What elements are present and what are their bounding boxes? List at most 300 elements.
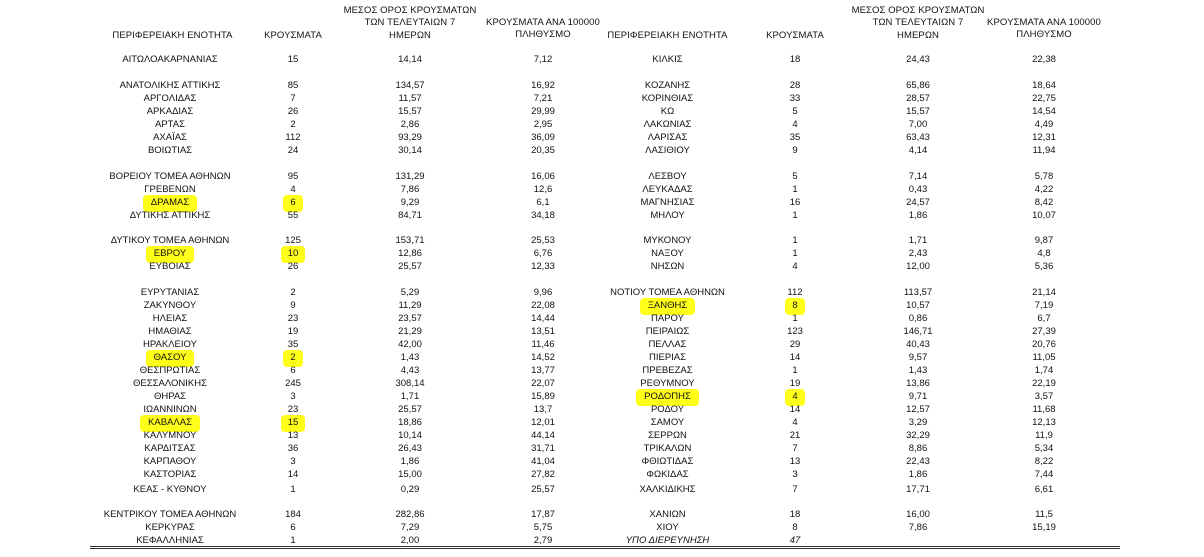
left-per100k-text: 12,01	[531, 417, 555, 428]
left-row-28-region	[85, 469, 255, 481]
right-row-3-cases	[745, 106, 845, 118]
right-row-2-avg7	[858, 93, 978, 105]
right-row-19-avg7	[858, 352, 978, 364]
right-row-16-cases	[745, 313, 845, 325]
left-avg7-text: 131,29	[395, 171, 425, 182]
left-per100k-text: 15,89	[531, 391, 555, 402]
left-row-24-cases	[243, 415, 343, 427]
right-cases-text: 28	[789, 80, 801, 91]
left-row-25-region	[85, 430, 255, 442]
left-per100k-text: 25,57	[531, 484, 555, 495]
right-row-25-avg7	[858, 430, 978, 442]
left-row-0-avg7	[350, 54, 470, 66]
right-row-24-region	[580, 417, 755, 429]
left-avg7-text: 93,29	[398, 132, 422, 143]
right-per100k-text: 8,42	[1034, 197, 1054, 208]
left-row-16-avg7	[350, 313, 470, 325]
right-per100k-text: 11,68	[1032, 404, 1056, 415]
left-avg7-text: 10,14	[398, 430, 422, 441]
right-row-1-region	[580, 80, 755, 92]
right-row-22-cases	[745, 389, 845, 401]
left-per100k-text: 29,99	[531, 106, 555, 117]
right-region-text: ΜΗΛΟΥ	[650, 210, 685, 221]
right-avg7-text: 10,57	[906, 300, 930, 311]
header-region-right: ΠΕΡΙΦΕΡΕΙΑΚΗ ΕΝΟΤΗΤΑ	[607, 30, 728, 41]
right-per100k-text: 5,78	[1034, 171, 1054, 182]
right-per100k-text: 5,36	[1034, 261, 1054, 272]
right-cases-text: 47	[789, 535, 801, 546]
left-row-2-avg7	[350, 93, 470, 105]
right-avg7-text: 28,57	[906, 93, 930, 104]
left-region-text: ΒΟΙΩΤΙΑΣ	[147, 145, 193, 156]
left-per100k-text: 16,06	[531, 171, 555, 182]
left-row-29-cases	[243, 484, 343, 496]
bottom-rule-left-2	[90, 548, 600, 549]
right-per100k-text: 22,19	[1032, 378, 1056, 389]
left-cases-text: 19	[287, 326, 299, 337]
right-avg7-text: 9,57	[908, 352, 928, 363]
left-cases-text: 7	[290, 93, 296, 104]
right-row-21-per100k	[984, 378, 1104, 390]
left-row-21-cases	[243, 378, 343, 390]
right-cases-text: 5	[792, 171, 798, 182]
left-region-text: ΑΙΤΩΛΟΑΚΑΡΝΑΝΙΑΣ	[122, 54, 218, 65]
right-row-21-avg7	[858, 378, 978, 390]
right-row-15-region	[580, 298, 755, 310]
left-cases-text: 6	[290, 365, 296, 376]
left-row-8-avg7	[350, 184, 470, 196]
right-row-29-region	[580, 484, 755, 496]
left-avg7-text: 4,43	[400, 365, 420, 376]
left-per100k-text: 14,44	[531, 313, 555, 324]
left-cases-text: 245	[285, 378, 301, 389]
right-per100k-text: 18,64	[1032, 80, 1056, 91]
left-row-0-region	[85, 54, 255, 66]
left-row-29-avg7	[350, 484, 470, 496]
left-region-text: ΕΥΡΥΤΑΝΙΑΣ	[140, 287, 200, 298]
right-avg7-text: 146,71	[903, 326, 933, 337]
right-per100k-text: 6,61	[1034, 484, 1054, 495]
right-per100k-text: 4,8	[1037, 248, 1051, 259]
left-row-20-region	[85, 365, 255, 377]
right-per100k-text: 8,22	[1034, 456, 1054, 467]
left-cases-text: 1	[290, 535, 296, 546]
right-row-13-avg7	[858, 261, 978, 273]
right-row-11-region	[580, 235, 755, 247]
left-cases-text: 9	[290, 300, 296, 311]
right-row-8-avg7	[858, 184, 978, 196]
right-row-0-region	[580, 54, 755, 66]
right-avg7-text: 13,86	[906, 378, 930, 389]
left-row-31-region	[85, 522, 255, 534]
right-avg7-text: 0,43	[908, 184, 928, 195]
right-row-6-per100k	[984, 145, 1104, 157]
left-row-10-region	[85, 210, 255, 222]
right-row-4-per100k	[984, 119, 1104, 131]
left-region-text: ΕΒΡΟΥ	[146, 246, 194, 263]
left-per100k-text: 9,96	[533, 287, 553, 298]
left-per100k-text: 27,82	[531, 469, 555, 480]
right-cases-text: 18	[789, 509, 801, 520]
right-per100k-text: 21,14	[1032, 287, 1056, 298]
left-cases-text: 26	[287, 106, 299, 117]
right-avg7-text: 12,00	[906, 261, 930, 272]
left-per100k-text: 5,75	[533, 522, 553, 533]
right-row-25-cases	[745, 430, 845, 442]
left-row-16-cases	[243, 313, 343, 325]
right-cases-text: 8	[785, 298, 804, 315]
right-cases-text: 14	[789, 404, 801, 415]
right-cases-text: 9	[792, 145, 798, 156]
left-per100k-text: 13,7	[533, 404, 553, 415]
right-row-11-per100k	[984, 235, 1104, 247]
right-row-26-cases	[745, 443, 845, 455]
right-avg7-text: 12,57	[906, 404, 930, 415]
right-cases-text: 1	[792, 235, 798, 246]
left-row-16-region	[85, 313, 255, 325]
right-cases-text: 123	[787, 326, 803, 337]
left-region-text: ΒΟΡΕΙΟΥ ΤΟΜΕΑ ΑΘΗΝΩΝ	[109, 171, 231, 182]
right-per100k-text: 5,34	[1034, 443, 1054, 454]
right-per100k-text: 12,13	[1032, 417, 1056, 428]
right-row-2-per100k	[984, 93, 1104, 105]
right-row-12-cases	[745, 248, 845, 260]
left-cases-text: 15	[287, 54, 299, 65]
left-per100k-text: 13,51	[531, 326, 555, 337]
right-avg7-text: 3,29	[908, 417, 928, 428]
right-row-9-per100k	[984, 197, 1104, 209]
left-per100k-text: 12,6	[533, 184, 553, 195]
right-per100k-text: 12,31	[1032, 132, 1056, 143]
left-row-20-avg7	[350, 365, 470, 377]
left-row-31-avg7	[350, 522, 470, 534]
right-row-16-avg7	[858, 313, 978, 325]
right-cases-text: 5	[792, 106, 798, 117]
right-row-1-avg7	[858, 80, 978, 92]
right-region-text: ΝΑΞΟΥ	[651, 248, 684, 259]
left-row-17-avg7	[350, 326, 470, 338]
right-avg7-text: 24,43	[906, 54, 930, 65]
left-per100k-text: 14,52	[531, 352, 555, 363]
right-avg7-text: 24,57	[906, 197, 930, 208]
left-region-text: ΑΡΤΑΣ	[155, 119, 185, 130]
left-per100k-text: 41,04	[531, 456, 555, 467]
right-row-25-region	[580, 430, 755, 442]
right-per100k-text: 10,07	[1032, 210, 1056, 221]
left-row-19-avg7	[350, 352, 470, 364]
header-avg-left	[340, 5, 480, 42]
left-row-13-region	[85, 261, 255, 273]
right-region-text: ΚΩ	[660, 106, 675, 117]
right-row-10-per100k	[984, 210, 1104, 222]
right-region-text: ΣΕΡΡΩΝ	[648, 430, 687, 441]
left-per100k-text: 22,08	[531, 300, 555, 311]
right-row-19-cases	[745, 352, 845, 364]
left-row-1-region	[85, 80, 255, 92]
right-row-4-region	[580, 119, 755, 131]
right-row-9-cases	[745, 197, 845, 209]
right-row-19-per100k	[984, 352, 1104, 364]
right-row-8-region	[580, 184, 755, 196]
left-row-2-region	[85, 93, 255, 105]
right-avg7-text: 15,57	[906, 106, 930, 117]
left-row-22-avg7	[350, 391, 470, 403]
left-per100k-text: 22,07	[531, 378, 555, 389]
right-region-text: ΜΑΓΝΗΣΙΑΣ	[640, 197, 695, 208]
right-avg7-text: 65,86	[906, 80, 930, 91]
left-per100k-text: 13,77	[531, 365, 555, 376]
left-row-3-cases	[243, 106, 343, 118]
right-per100k-text: 3,57	[1034, 391, 1054, 402]
right-avg7-text: 4,14	[908, 145, 928, 156]
left-row-5-region	[85, 132, 255, 144]
right-cases-text: 4	[792, 417, 798, 428]
left-row-12-region	[85, 246, 255, 258]
left-row-13-avg7	[350, 261, 470, 273]
right-row-18-cases	[745, 339, 845, 351]
left-per100k-text: 16,92	[531, 80, 555, 91]
left-cases-text: 10	[281, 246, 306, 263]
left-region-text: ΔΥΤΙΚΗΣ ΑΤΤΙΚΗΣ	[129, 210, 211, 221]
right-row-12-per100k	[984, 248, 1104, 260]
right-row-4-cases	[745, 119, 845, 131]
right-row-14-avg7	[858, 287, 978, 299]
left-cases-text: 2	[283, 350, 302, 367]
right-cases-text: 13	[789, 456, 801, 467]
left-row-26-cases	[243, 443, 343, 455]
left-row-15-avg7	[350, 300, 470, 312]
right-per100k-text: 4,49	[1034, 119, 1054, 130]
left-region-text: ΗΡΑΚΛΕΙΟΥ	[143, 339, 197, 350]
left-row-11-avg7	[350, 235, 470, 247]
left-row-7-region	[85, 171, 255, 183]
header-avg-left-line1: ΜΕΣΟΣ ΟΡΟΣ ΚΡΟΥΣΜΑΤΩΝ	[343, 5, 477, 16]
right-avg7-text: 1,86	[908, 469, 928, 480]
right-avg7-text: 32,29	[906, 430, 930, 441]
right-region-text: ΛΑΡΙΣΑΣ	[647, 132, 688, 143]
right-row-28-per100k	[984, 469, 1104, 481]
right-row-24-cases	[745, 417, 845, 429]
right-row-10-cases	[745, 210, 845, 222]
header-cases-left: ΚΡΟΥΣΜΑΤΑ	[264, 30, 322, 41]
right-row-22-region	[580, 389, 755, 401]
right-region-text: ΜΥΚΟΝΟΥ	[643, 235, 692, 246]
left-avg7-text: 153,71	[395, 235, 425, 246]
left-per100k-text: 20,35	[531, 145, 555, 156]
left-cases-text: 13	[287, 430, 299, 441]
left-row-14-avg7	[350, 287, 470, 299]
left-region-text: ΚΑΒΑΛΑΣ	[140, 415, 200, 432]
left-row-23-avg7	[350, 404, 470, 416]
right-avg7-text: 16,00	[906, 509, 930, 520]
left-row-6-region	[85, 145, 255, 157]
left-per100k-text: 36,09	[531, 132, 555, 143]
left-cases-text: 15	[281, 415, 306, 432]
left-row-14-cases	[243, 287, 343, 299]
right-avg7-text: 63,43	[906, 132, 930, 143]
header-avg-right-line2: ΤΩΝ ΤΕΛΕΥΤΑΙΩΝ 7	[872, 17, 964, 29]
left-cases-text: 35	[287, 339, 299, 350]
right-row-18-region	[580, 339, 755, 351]
right-per100k-text: 11,94	[1032, 145, 1056, 156]
right-cases-text: 14	[789, 352, 801, 363]
right-row-26-per100k	[984, 443, 1104, 455]
left-per100k-text: 2,95	[533, 119, 553, 130]
left-region-text: ΚΕΝΤΡΙΚΟΥ ΤΟΜΕΑ ΑΘΗΝΩΝ	[103, 509, 237, 520]
left-cases-text: 2	[290, 287, 296, 298]
left-row-19-region	[85, 350, 255, 362]
right-row-13-region	[580, 261, 755, 273]
right-region-text: ΦΩΚΙΔΑΣ	[646, 469, 689, 480]
right-per100k-text: 22,75	[1032, 93, 1056, 104]
left-cases-text: 6	[290, 522, 296, 533]
left-per100k-text: 17,87	[531, 509, 555, 520]
right-row-24-avg7	[858, 417, 978, 429]
left-avg7-text: 5,29	[400, 287, 420, 298]
left-row-31-cases	[243, 522, 343, 534]
right-row-28-avg7	[858, 469, 978, 481]
right-region-text: ΡΕΘΥΜΝΟΥ	[640, 378, 695, 389]
left-cases-text: 3	[290, 391, 296, 402]
right-per100k-text: 9,87	[1034, 235, 1054, 246]
right-region-text: ΛΕΥΚΑΔΑΣ	[642, 184, 693, 195]
right-region-text: ΚΙΛΚΙΣ	[652, 54, 683, 65]
header-avg-right-line1: ΜΕΣΟΣ ΟΡΟΣ ΚΡΟΥΣΜΑΤΩΝ	[851, 5, 985, 16]
right-row-5-cases	[745, 132, 845, 144]
right-row-28-region	[580, 469, 755, 481]
left-region-text: ΘΑΣΟΥ	[146, 350, 195, 367]
left-row-21-avg7	[350, 378, 470, 390]
right-cases-text: 1	[792, 248, 798, 259]
right-region-text: ΛΕΣΒΟΥ	[648, 171, 687, 182]
right-region-text: ΤΡΙΚΑΛΩΝ	[643, 443, 692, 454]
left-avg7-text: 84,71	[398, 210, 422, 221]
right-per100k-text: 11,5	[1035, 509, 1053, 520]
left-per100k-text: 2,79	[533, 535, 553, 546]
right-row-12-region	[580, 248, 755, 260]
header-per100k-right	[969, 17, 1119, 42]
right-row-13-cases	[745, 261, 845, 273]
right-cases-text: 18	[789, 54, 801, 65]
right-row-1-cases	[745, 80, 845, 92]
left-row-20-cases	[243, 365, 343, 377]
right-region-text: ΠΕΙΡΑΙΩΣ	[645, 326, 690, 337]
right-row-30-region	[580, 509, 755, 521]
right-row-15-cases	[745, 298, 845, 310]
left-region-text: ΕΥΒΟΙΑΣ	[149, 261, 191, 272]
right-row-18-per100k	[984, 339, 1104, 351]
right-cases-text: 3	[792, 469, 798, 480]
left-region-text: ΖΑΚΥΝΘΟΥ	[143, 300, 197, 311]
left-row-7-cases	[243, 171, 343, 183]
left-cases-text: 23	[287, 313, 299, 324]
left-per100k-text: 34,18	[531, 210, 555, 221]
bottom-rule-right-2	[600, 548, 1120, 549]
header-region-left: ΠΕΡΙΦΕΡΕΙΑΚΗ ΕΝΟΤΗΤΑ	[112, 30, 233, 41]
right-row-27-per100k	[984, 456, 1104, 468]
header-avg-right	[848, 5, 988, 42]
right-row-7-cases	[745, 171, 845, 183]
right-region-text: ΠΑΡΟΥ	[651, 313, 684, 324]
right-region-text: ΣΑΜΟΥ	[650, 417, 685, 428]
right-avg7-text: 7,86	[908, 522, 928, 533]
header-per100k-left-line2: ΠΛΗΘΥΣΜΟ	[515, 29, 571, 41]
right-avg7-text: 1,43	[908, 365, 928, 376]
right-region-text: ΧΑΝΙΩΝ	[649, 509, 686, 520]
right-row-11-avg7	[858, 235, 978, 247]
right-cases-text: 33	[789, 93, 801, 104]
left-region-text: ΚΕΡΚΥΡΑΣ	[145, 522, 195, 533]
right-row-17-avg7	[858, 326, 978, 338]
left-row-6-avg7	[350, 145, 470, 157]
left-row-22-cases	[243, 391, 343, 403]
left-region-text: ΚΕΑΣ - ΚΥΘΝΟΥ	[133, 484, 207, 495]
left-region-text: ΘΕΣΣΑΛΟΝΙΚΗΣ	[133, 378, 207, 389]
left-row-25-cases	[243, 430, 343, 442]
right-region-text: ΠΙΕΡΙΑΣ	[648, 352, 687, 363]
header-cases-right: ΚΡΟΥΣΜΑΤΑ	[766, 30, 824, 41]
left-avg7-text: 0,29	[400, 484, 420, 495]
bottom-rule-right	[600, 546, 1120, 547]
right-cases-text: 4	[785, 389, 804, 406]
left-cases-text: 112	[285, 132, 301, 143]
left-row-18-avg7	[350, 339, 470, 351]
left-per100k-text: 7,21	[533, 93, 553, 104]
left-row-7-avg7	[350, 171, 470, 183]
left-row-15-cases	[243, 300, 343, 312]
left-avg7-text: 7,29	[400, 522, 420, 533]
right-avg7-text: 0,86	[908, 313, 928, 324]
left-cases-text: 23	[287, 404, 299, 415]
left-avg7-text: 1,43	[400, 352, 420, 363]
left-avg7-text: 26,43	[398, 443, 422, 454]
right-row-6-cases	[745, 145, 845, 157]
left-row-30-cases	[243, 509, 343, 521]
right-row-0-per100k	[984, 54, 1104, 66]
right-row-26-avg7	[858, 443, 978, 455]
right-row-30-per100k	[984, 509, 1104, 521]
left-cases-text: 36	[287, 443, 299, 454]
right-per100k-text: 4,22	[1034, 184, 1054, 195]
right-row-8-per100k	[984, 184, 1104, 196]
right-row-11-cases	[745, 235, 845, 247]
right-row-27-region	[580, 456, 755, 468]
right-region-text: ΥΠΟ ΔΙΕΡΕΥΝΗΣΗ	[625, 535, 710, 546]
left-cases-text: 85	[287, 80, 299, 91]
right-avg7-text: 1,86	[908, 210, 928, 221]
left-avg7-text: 282,86	[395, 509, 425, 520]
left-per100k-text: 6,76	[533, 248, 553, 259]
right-per100k-text: 27,39	[1032, 326, 1056, 337]
left-region-text: ΚΑΡΔΙΤΣΑΣ	[144, 443, 196, 454]
right-cases-text: 112	[787, 287, 803, 298]
left-avg7-text: 25,57	[398, 404, 422, 415]
left-avg7-text: 21,29	[398, 326, 422, 337]
left-row-26-avg7	[350, 443, 470, 455]
right-row-5-per100k	[984, 132, 1104, 144]
left-row-28-cases	[243, 469, 343, 481]
right-row-9-avg7	[858, 197, 978, 209]
right-row-2-cases	[745, 93, 845, 105]
left-row-4-region	[85, 119, 255, 131]
left-region-text: ΗΛΕΙΑΣ	[152, 313, 188, 324]
right-row-16-per100k	[984, 313, 1104, 325]
right-cases-text: 1	[792, 365, 798, 376]
left-cases-text: 55	[287, 210, 299, 221]
right-row-31-region	[580, 522, 755, 534]
left-avg7-text: 11,29	[398, 300, 422, 311]
right-per100k-text: 15,19	[1032, 522, 1056, 533]
